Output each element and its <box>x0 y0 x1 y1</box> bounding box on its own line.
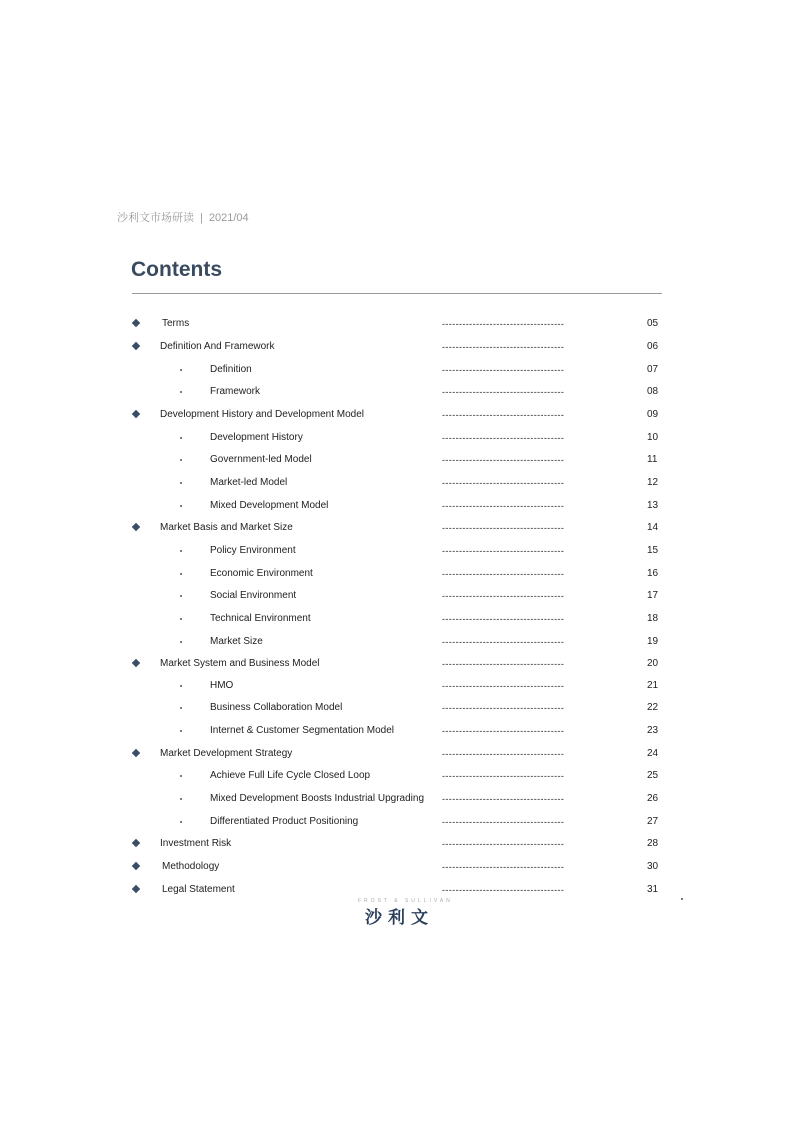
toc-entry[interactable] <box>0 540 793 562</box>
toc-entry[interactable] <box>0 856 793 878</box>
toc-dot-leader: ------------------------------------ <box>442 342 565 352</box>
toc-page-number: 24 <box>647 748 659 759</box>
diamond-bullet-icon <box>132 839 140 847</box>
toc-page-number: 13 <box>647 500 659 511</box>
toc-dot-leader: ------------------------------------ <box>442 365 565 375</box>
toc-entry-label: Internet & Customer Segmentation Model <box>210 725 394 736</box>
toc-dot-leader: ------------------------------------ <box>442 614 565 624</box>
toc-entry[interactable] <box>0 359 793 381</box>
toc-dot-leader: ------------------------------------ <box>442 771 565 781</box>
diamond-bullet-icon <box>132 410 140 418</box>
toc-entry-label: Achieve Full Life Cycle Closed Loop <box>210 770 371 781</box>
toc-entry[interactable] <box>0 495 793 517</box>
toc-page-number: 16 <box>647 568 659 579</box>
toc-entry-label: Government-led Model <box>210 454 312 465</box>
toc-entry-label: Legal Statement <box>162 884 235 895</box>
toc-entry-label: HMO <box>210 680 234 691</box>
toc-entry-label: Business Collaboration Model <box>210 702 343 713</box>
toc-entry-label: Mixed Development Model <box>210 500 329 511</box>
toc-page-number: 20 <box>647 658 659 669</box>
toc-entry-label: Methodology <box>162 861 220 872</box>
footer-logo: 沙利文 <box>365 908 434 927</box>
toc-entry[interactable] <box>0 743 793 765</box>
toc-entry-label: Framework <box>210 386 261 397</box>
report-header <box>117 209 249 225</box>
dot-bullet-icon <box>180 482 182 484</box>
toc-page-number: 25 <box>647 770 659 781</box>
toc-entry-label: Differentiated Product Positioning <box>210 816 359 827</box>
dot-bullet-icon <box>180 730 182 732</box>
toc-entry[interactable] <box>0 336 793 358</box>
toc-entry-label: Market Basis and Market Size <box>160 522 293 533</box>
dot-bullet-icon <box>180 685 182 687</box>
dot-bullet-icon <box>180 391 182 393</box>
toc-page-number: 07 <box>647 364 659 375</box>
dot-bullet-icon <box>180 641 182 643</box>
toc-dot-leader: ------------------------------------ <box>442 433 565 443</box>
header-separator: | <box>200 212 203 224</box>
toc-entry-label: Terms <box>162 318 190 329</box>
toc-dot-leader: ------------------------------------ <box>442 637 565 647</box>
toc-entry[interactable] <box>0 608 793 630</box>
title-divider <box>132 293 662 294</box>
toc-entry-label: Market-led Model <box>210 477 288 488</box>
dot-bullet-icon <box>180 437 182 439</box>
toc-entry[interactable] <box>0 404 793 426</box>
toc-entry[interactable] <box>0 427 793 449</box>
dot-bullet-icon <box>180 821 182 823</box>
toc-page-number: 23 <box>647 725 659 736</box>
toc-entry[interactable] <box>0 833 793 855</box>
toc-page-number: 12 <box>647 477 659 488</box>
toc-entry[interactable] <box>0 381 793 403</box>
toc-entry-label: Social Environment <box>210 590 297 601</box>
toc-entry-label: Market Development Strategy <box>160 748 293 759</box>
dot-bullet-icon <box>180 505 182 507</box>
toc-entry[interactable] <box>0 449 793 471</box>
toc-dot-leader: ------------------------------------ <box>442 546 565 556</box>
toc-entry-label: Market Size <box>210 636 263 647</box>
toc-entry-label: Economic Environment <box>210 568 313 579</box>
toc-entry-label: Mixed Development Boosts Industrial Upgrading <box>210 793 424 804</box>
toc-page-number: 28 <box>647 838 659 849</box>
dot-bullet-icon <box>180 618 182 620</box>
toc-page-number: 08 <box>647 386 659 397</box>
diamond-bullet-icon <box>132 862 140 870</box>
toc-page-number: 31 <box>647 884 659 895</box>
toc-dot-leader: ------------------------------------ <box>442 501 565 511</box>
toc-dot-leader: ------------------------------------ <box>442 839 565 849</box>
toc-entry-label: Definition And Framework <box>160 341 275 352</box>
toc-page-number: 09 <box>647 409 659 420</box>
dot-bullet-icon <box>180 775 182 777</box>
diamond-bullet-icon <box>132 342 140 350</box>
dot-bullet-icon <box>180 573 182 575</box>
dot-bullet-icon <box>180 798 182 800</box>
toc-dot-leader: ------------------------------------ <box>442 862 565 872</box>
toc-dot-leader: ------------------------------------ <box>442 726 565 736</box>
toc-entry[interactable] <box>0 472 793 494</box>
page-mark <box>681 898 683 900</box>
toc-page-number: 30 <box>647 861 659 872</box>
header-brand: 沙利文市场研读 <box>117 212 194 224</box>
toc-dot-leader: ------------------------------------ <box>442 523 565 533</box>
toc-page-number: 19 <box>647 636 659 647</box>
toc-dot-leader: ------------------------------------ <box>442 569 565 579</box>
toc-page-number: 14 <box>647 522 659 533</box>
toc-dot-leader: ------------------------------------ <box>442 794 565 804</box>
toc-dot-leader: ------------------------------------ <box>442 703 565 713</box>
toc-dot-leader: ------------------------------------ <box>442 659 565 669</box>
toc-entry[interactable] <box>0 765 793 787</box>
toc-entry[interactable] <box>0 811 793 833</box>
toc-entry-label: Definition <box>210 364 252 375</box>
dot-bullet-icon <box>180 707 182 709</box>
diamond-bullet-icon <box>132 885 140 893</box>
toc-page-number: 26 <box>647 793 659 804</box>
dot-bullet-icon <box>180 550 182 552</box>
diamond-bullet-icon <box>132 319 140 327</box>
toc-entry-label: Policy Environment <box>210 545 296 556</box>
toc-dot-leader: ------------------------------------ <box>442 817 565 827</box>
toc-page-number: 27 <box>647 816 659 827</box>
toc-entry[interactable] <box>0 720 793 742</box>
toc-entry-label: Development History <box>210 432 303 443</box>
toc-page-number: 21 <box>647 680 659 691</box>
toc-page-number: 18 <box>647 613 659 624</box>
toc-entry[interactable] <box>0 517 793 539</box>
toc-entry[interactable] <box>0 563 793 585</box>
toc-page-number: 22 <box>647 702 659 713</box>
toc-entry[interactable] <box>0 788 793 810</box>
toc-page-number: 05 <box>647 318 659 329</box>
toc-dot-leader: ------------------------------------ <box>442 885 565 895</box>
dot-bullet-icon <box>180 595 182 597</box>
toc-entry-label: Market System and Business Model <box>160 658 320 669</box>
page-title: Contents <box>131 258 222 281</box>
dot-bullet-icon <box>180 459 182 461</box>
toc-entry-label: Development History and Development Model <box>160 409 364 420</box>
toc-dot-leader: ------------------------------------ <box>442 749 565 759</box>
toc-entry[interactable] <box>0 653 793 675</box>
dot-bullet-icon <box>180 369 182 371</box>
toc-entry[interactable] <box>0 697 793 719</box>
toc-page-number: 15 <box>647 545 659 556</box>
toc-dot-leader: ------------------------------------ <box>442 387 565 397</box>
toc-entry-label: Investment Risk <box>160 838 232 849</box>
toc-dot-leader: ------------------------------------ <box>442 478 565 488</box>
toc-page-number: 11 <box>647 454 658 465</box>
toc-entry[interactable] <box>0 675 793 697</box>
toc-entry-label: Technical Environment <box>210 613 311 624</box>
diamond-bullet-icon <box>132 749 140 757</box>
footer-small-text: FROST & SULLIVAN <box>358 898 453 904</box>
toc-dot-leader: ------------------------------------ <box>442 410 565 420</box>
toc-entry[interactable] <box>0 631 793 653</box>
toc-entry[interactable] <box>0 313 793 335</box>
header-date: 2021/04 <box>208 212 249 224</box>
diamond-bullet-icon <box>132 659 140 667</box>
toc-dot-leader: ------------------------------------ <box>442 591 565 601</box>
toc-page-number: 10 <box>647 432 659 443</box>
toc-entry[interactable] <box>0 585 793 607</box>
diamond-bullet-icon <box>132 523 140 531</box>
toc-dot-leader: ------------------------------------ <box>442 319 565 329</box>
toc-page-number: 06 <box>647 341 659 352</box>
toc-dot-leader: ------------------------------------ <box>442 455 565 465</box>
toc-page-number: 17 <box>647 590 659 601</box>
toc-dot-leader: ------------------------------------ <box>442 681 565 691</box>
